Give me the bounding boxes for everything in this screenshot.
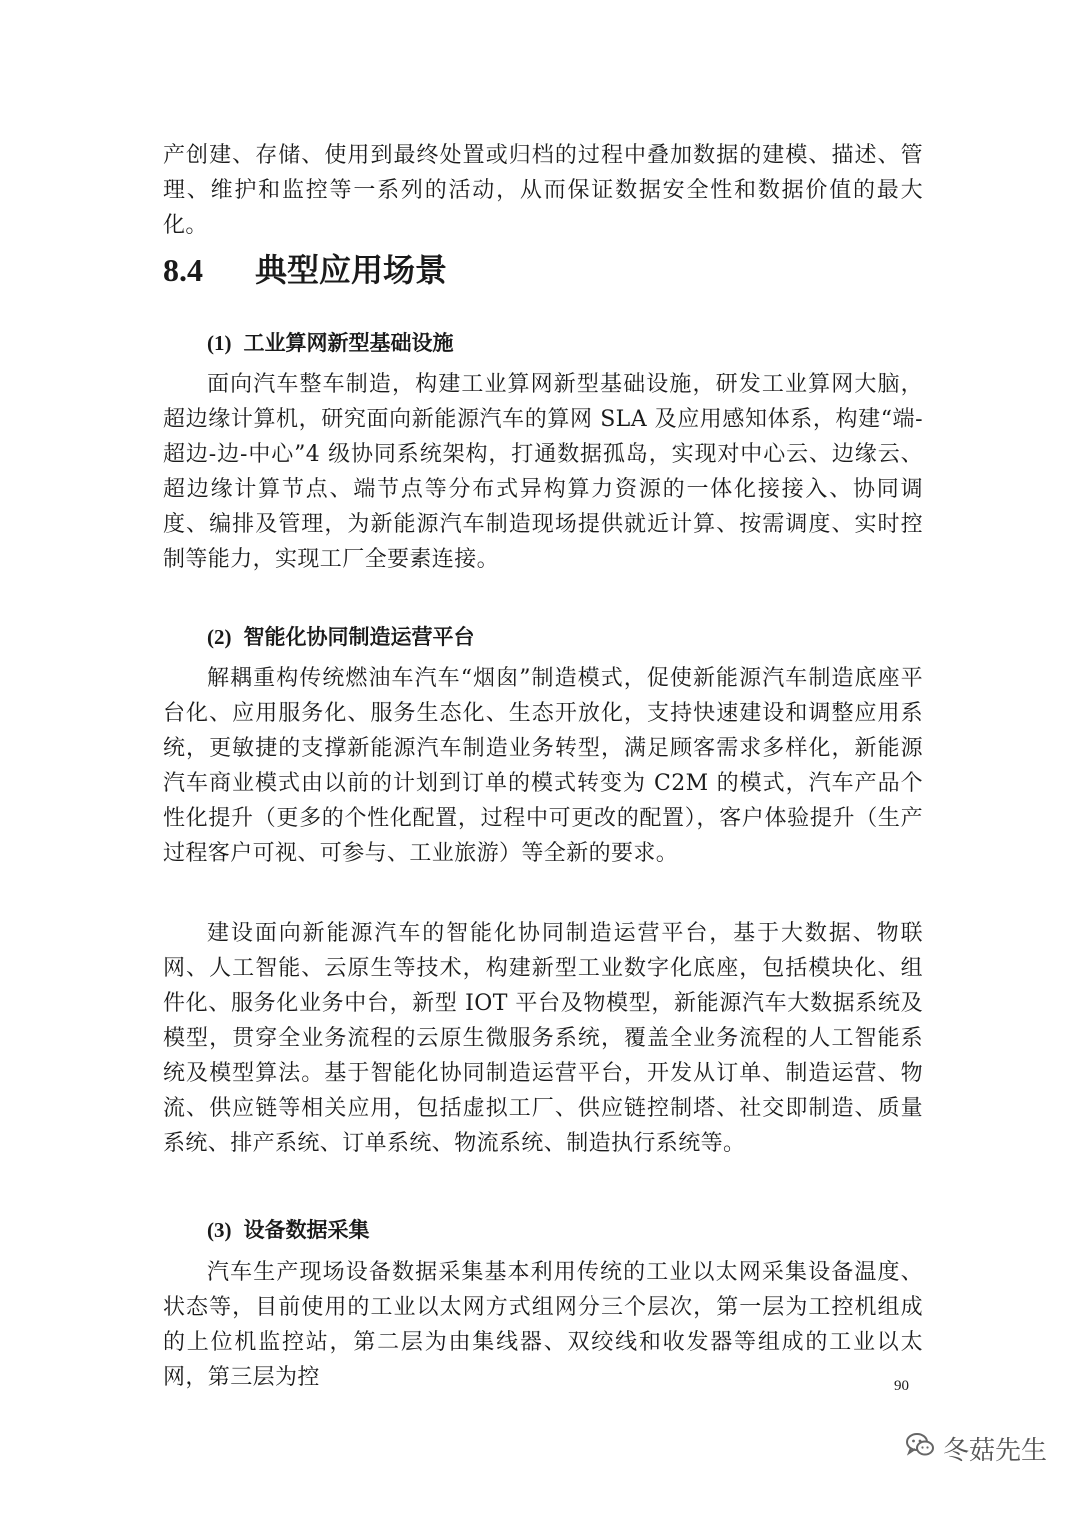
subheading-2-title: 智能化协同制造运营平台 (243, 626, 475, 649)
paragraph-1: 面向汽车整车制造，构建工业算网新型基础设施，研发工业算网大脑，超边缘计算机，研究面向新能源汽车的算网 SLA 及应用感知体系，构建“端-超边-边-中心”4 级协同系统架构，打通数据孤岛，实现对中心云、边缘云、超边缘计算节点、端节点等分布式异构算力资源的一体化接接入、协同调度、编排及管理，为新能源汽车制造现场提供就近计算、按需调度、实时控制等能力，实现工厂全要素连接。 (163, 372, 923, 572)
paragraph-3: 建设面向新能源汽车的智能化协同制造运营平台，基于大数据、物联网、人工智能、云原生等技术，构建新型工业数字化底座，包括模块化、组件化、服务化业务中台，新型 IOT 平台及物模型，新能源汽车大数据系统及模型，贯穿全业务流程的云原生微服务系统，覆盖全业务流程的人工智能系统及模型算法。基于智能化协同制造运营平台，开发从订单、制造运营、物流、供应链等相关应用，包括虚拟工厂、供应链控制塔、社交即制造、质量系统、排产系统、订单系统、物流系统、制造执行系统等。 (163, 921, 923, 1156)
subheading-3 (207, 1215, 370, 1246)
subheading-1-index: (1) (207, 331, 232, 355)
subheading-2 (207, 622, 475, 653)
subheading-3-index: (3) (207, 1218, 232, 1242)
section-heading (163, 250, 447, 290)
subheading-3-title: 设备数据采集 (243, 1219, 370, 1242)
section-number: 8.4 (163, 252, 203, 288)
watermark (905, 1430, 1047, 1467)
wechat-icon (905, 1431, 935, 1466)
paragraph-intro: 产创建、存储、使用到最终处置或归档的过程中叠加数据的建模、描述、管理、维护和监控等一系列的活动，从而保证数据安全性和数据价值的最大化。 (163, 143, 923, 238)
page-number: 90 (894, 1378, 909, 1394)
section-title: 典型应用场景 (255, 252, 448, 288)
paragraph-4: 汽车生产现场设备数据采集基本利用传统的工业以太网采集设备温度、状态等，目前使用的工业以太网方式组网分三个层次，第一层为工控机组成的上位机监控站，第二层为由集线器、双绞线和收发器等组成的工业以太网，第三层为控 (163, 1260, 923, 1390)
subheading-1-title: 工业算网新型基础设施 (243, 332, 454, 355)
paragraph-2: 解耦重构传统燃油车汽车“烟囱”制造模式，促使新能源汽车制造底座平台化、应用服务化、服务生态化、生态开放化，支持快速建设和调整应用系统，更敏捷的支撑新能源汽车制造业务转型，满足顾客需求多样化，新能源汽车商业模式由以前的计划到订单的模式转变为 C2M 的模式，汽车产品个性化提升（更多的个性化配置，过程中可更改的配置），客户体验提升（生产过程客户可视、可参与、工业旅游）等全新的要求。 (163, 666, 923, 866)
watermark-text: 冬菇先生 (943, 1436, 1048, 1466)
subheading-2-index: (2) (207, 625, 232, 649)
subheading-1 (207, 328, 454, 359)
